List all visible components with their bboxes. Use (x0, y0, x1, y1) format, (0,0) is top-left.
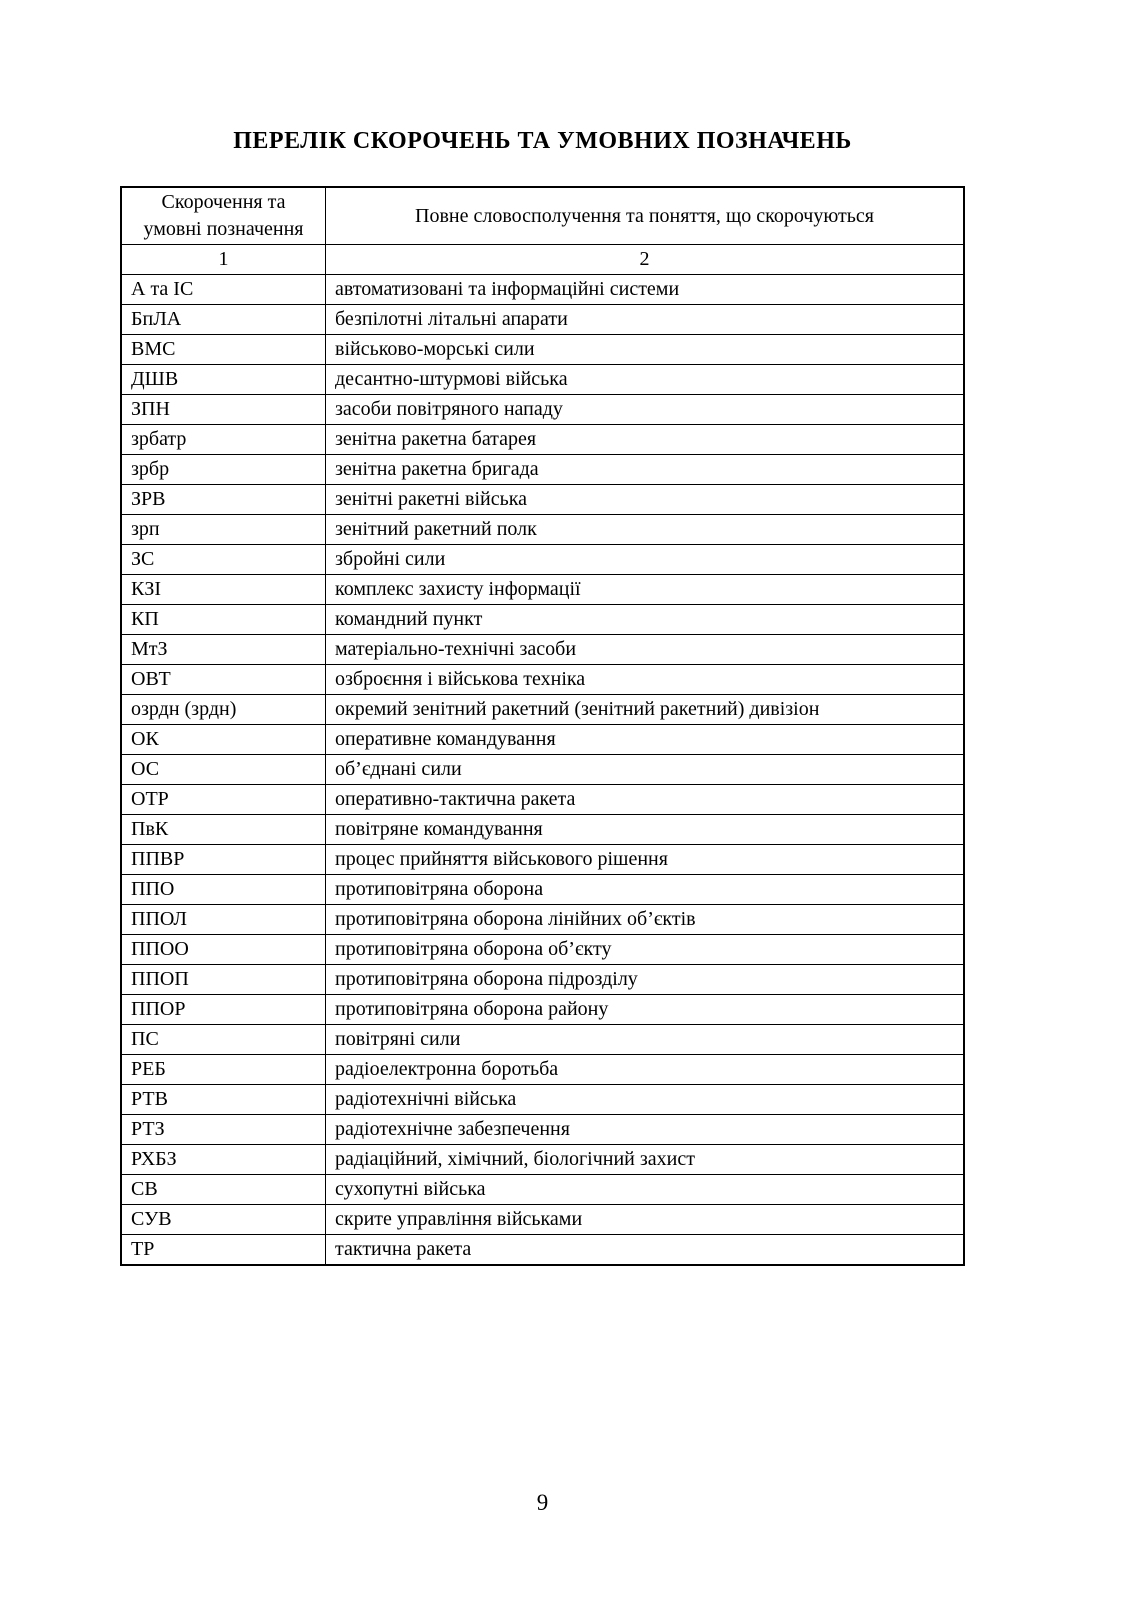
abbreviation-cell: ППОО (121, 935, 326, 965)
fullform-cell: оперативно-тактична ракета (326, 785, 965, 815)
abbreviation-cell: ВМС (121, 335, 326, 365)
abbreviation-cell: ОТР (121, 785, 326, 815)
table-row (121, 1205, 964, 1235)
table-row (121, 665, 964, 695)
table-row (121, 725, 964, 755)
header-abbreviation-column: Скорочення та умовні позначення (121, 187, 326, 245)
abbreviation-cell: ТР (121, 1235, 326, 1266)
fullform-cell: протиповітряна оборона підрозділу (326, 965, 965, 995)
table-row (121, 1175, 964, 1205)
table-row (121, 605, 964, 635)
table-row (121, 1085, 964, 1115)
fullform-cell: протиповітряна оборона (326, 875, 965, 905)
table-row (121, 305, 964, 335)
page-title: ПЕРЕЛІК СКОРОЧЕНЬ ТА УМОВНИХ ПОЗНАЧЕНЬ (233, 128, 852, 154)
fullform-cell: зенітна ракетна бригада (326, 455, 965, 485)
fullform-cell: зенітний ракетний полк (326, 515, 965, 545)
fullform-cell: командний пункт (326, 605, 965, 635)
fullform-cell: озброєння і військова техніка (326, 665, 965, 695)
table-row (121, 1055, 964, 1085)
table-body (121, 275, 964, 1266)
abbreviation-cell: КП (121, 605, 326, 635)
abbreviation-cell: КЗІ (121, 575, 326, 605)
fullform-cell: процес прийняття військового рішення (326, 845, 965, 875)
fullform-cell: десантно-штурмові війська (326, 365, 965, 395)
table-row (121, 575, 964, 605)
abbreviation-cell: ОС (121, 755, 326, 785)
fullform-cell: засоби повітряного нападу (326, 395, 965, 425)
fullform-cell: безпілотні літальні апарати (326, 305, 965, 335)
abbreviation-cell: ПС (121, 1025, 326, 1055)
fullform-cell: військово-морські сили (326, 335, 965, 365)
table-header-row (121, 187, 964, 245)
table-row (121, 335, 964, 365)
fullform-cell: протиповітряна оборона об’єкту (326, 935, 965, 965)
fullform-cell: повітряні сили (326, 1025, 965, 1055)
abbreviation-cell: РТВ (121, 1085, 326, 1115)
fullform-cell: зенітні ракетні війська (326, 485, 965, 515)
abbreviation-cell: РЕБ (121, 1055, 326, 1085)
table-row (121, 875, 964, 905)
table-row (121, 1025, 964, 1055)
abbreviation-cell: ДШВ (121, 365, 326, 395)
header-fullform-column: Повне словосполучення та поняття, що скорочуються (326, 187, 965, 245)
table-row (121, 995, 964, 1025)
abbreviation-cell: ПвК (121, 815, 326, 845)
table-row (121, 785, 964, 815)
column-number-2: 2 (326, 245, 965, 275)
page-number: 9 (536, 1490, 549, 1515)
table-row (121, 485, 964, 515)
abbreviation-cell: ЗПН (121, 395, 326, 425)
abbreviation-cell: ОВТ (121, 665, 326, 695)
fullform-cell: окремий зенітний ракетний (зенітний ракетний) дивізіон (326, 695, 965, 725)
abbreviation-cell: ППО (121, 875, 326, 905)
abbreviation-cell: БпЛА (121, 305, 326, 335)
table-row (121, 1115, 964, 1145)
table-row (121, 395, 964, 425)
abbreviation-cell: ППВР (121, 845, 326, 875)
fullform-cell: зенітна ракетна батарея (326, 425, 965, 455)
fullform-cell: радіаційний, хімічний, біологічний захист (326, 1145, 965, 1175)
fullform-cell: комплекс захисту інформації (326, 575, 965, 605)
table-row (121, 965, 964, 995)
fullform-cell: повітряне командування (326, 815, 965, 845)
table-row (121, 365, 964, 395)
table-row (121, 755, 964, 785)
column-number-row (121, 245, 964, 275)
abbreviations-table (120, 186, 965, 1266)
abbreviation-cell: ППОП (121, 965, 326, 995)
abbreviation-cell: А та ІС (121, 275, 326, 305)
fullform-cell: протиповітряна оборона лінійних об’єктів (326, 905, 965, 935)
table-row (121, 905, 964, 935)
table-row (121, 635, 964, 665)
abbreviation-cell: РХБЗ (121, 1145, 326, 1175)
abbreviation-cell: ППОЛ (121, 905, 326, 935)
abbreviation-cell: РТЗ (121, 1115, 326, 1145)
abbreviation-cell: ЗРВ (121, 485, 326, 515)
fullform-cell: радіоелектронна боротьба (326, 1055, 965, 1085)
table-row (121, 695, 964, 725)
table-row (121, 425, 964, 455)
table-row (121, 275, 964, 305)
abbreviation-cell: СВ (121, 1175, 326, 1205)
table-row (121, 1235, 964, 1266)
table-row (121, 815, 964, 845)
abbreviation-cell: ОК (121, 725, 326, 755)
abbreviation-cell: СУВ (121, 1205, 326, 1235)
abbreviation-cell: зрп (121, 515, 326, 545)
fullform-cell: радіотехнічні війська (326, 1085, 965, 1115)
fullform-cell: матеріально-технічні засоби (326, 635, 965, 665)
fullform-cell: тактична ракета (326, 1235, 965, 1266)
fullform-cell: радіотехнічне забезпечення (326, 1115, 965, 1145)
fullform-cell: сухопутні війська (326, 1175, 965, 1205)
fullform-cell: скрите управління військами (326, 1205, 965, 1235)
fullform-cell: автоматизовані та інформаційні системи (326, 275, 965, 305)
table-row (121, 1145, 964, 1175)
fullform-cell: збройні сили (326, 545, 965, 575)
abbreviation-cell: озрдн (зрдн) (121, 695, 326, 725)
abbreviation-cell: зрбатр (121, 425, 326, 455)
table-row (121, 545, 964, 575)
abbreviation-cell: зрбр (121, 455, 326, 485)
abbreviation-cell: МтЗ (121, 635, 326, 665)
table-row (121, 515, 964, 545)
fullform-cell: протиповітряна оборона району (326, 995, 965, 1025)
abbreviation-cell: ППОР (121, 995, 326, 1025)
fullform-cell: об’єднані сили (326, 755, 965, 785)
abbreviation-cell: ЗС (121, 545, 326, 575)
fullform-cell: оперативне командування (326, 725, 965, 755)
table-row (121, 935, 964, 965)
table-row (121, 455, 964, 485)
table-row (121, 845, 964, 875)
column-number-1: 1 (121, 245, 326, 275)
